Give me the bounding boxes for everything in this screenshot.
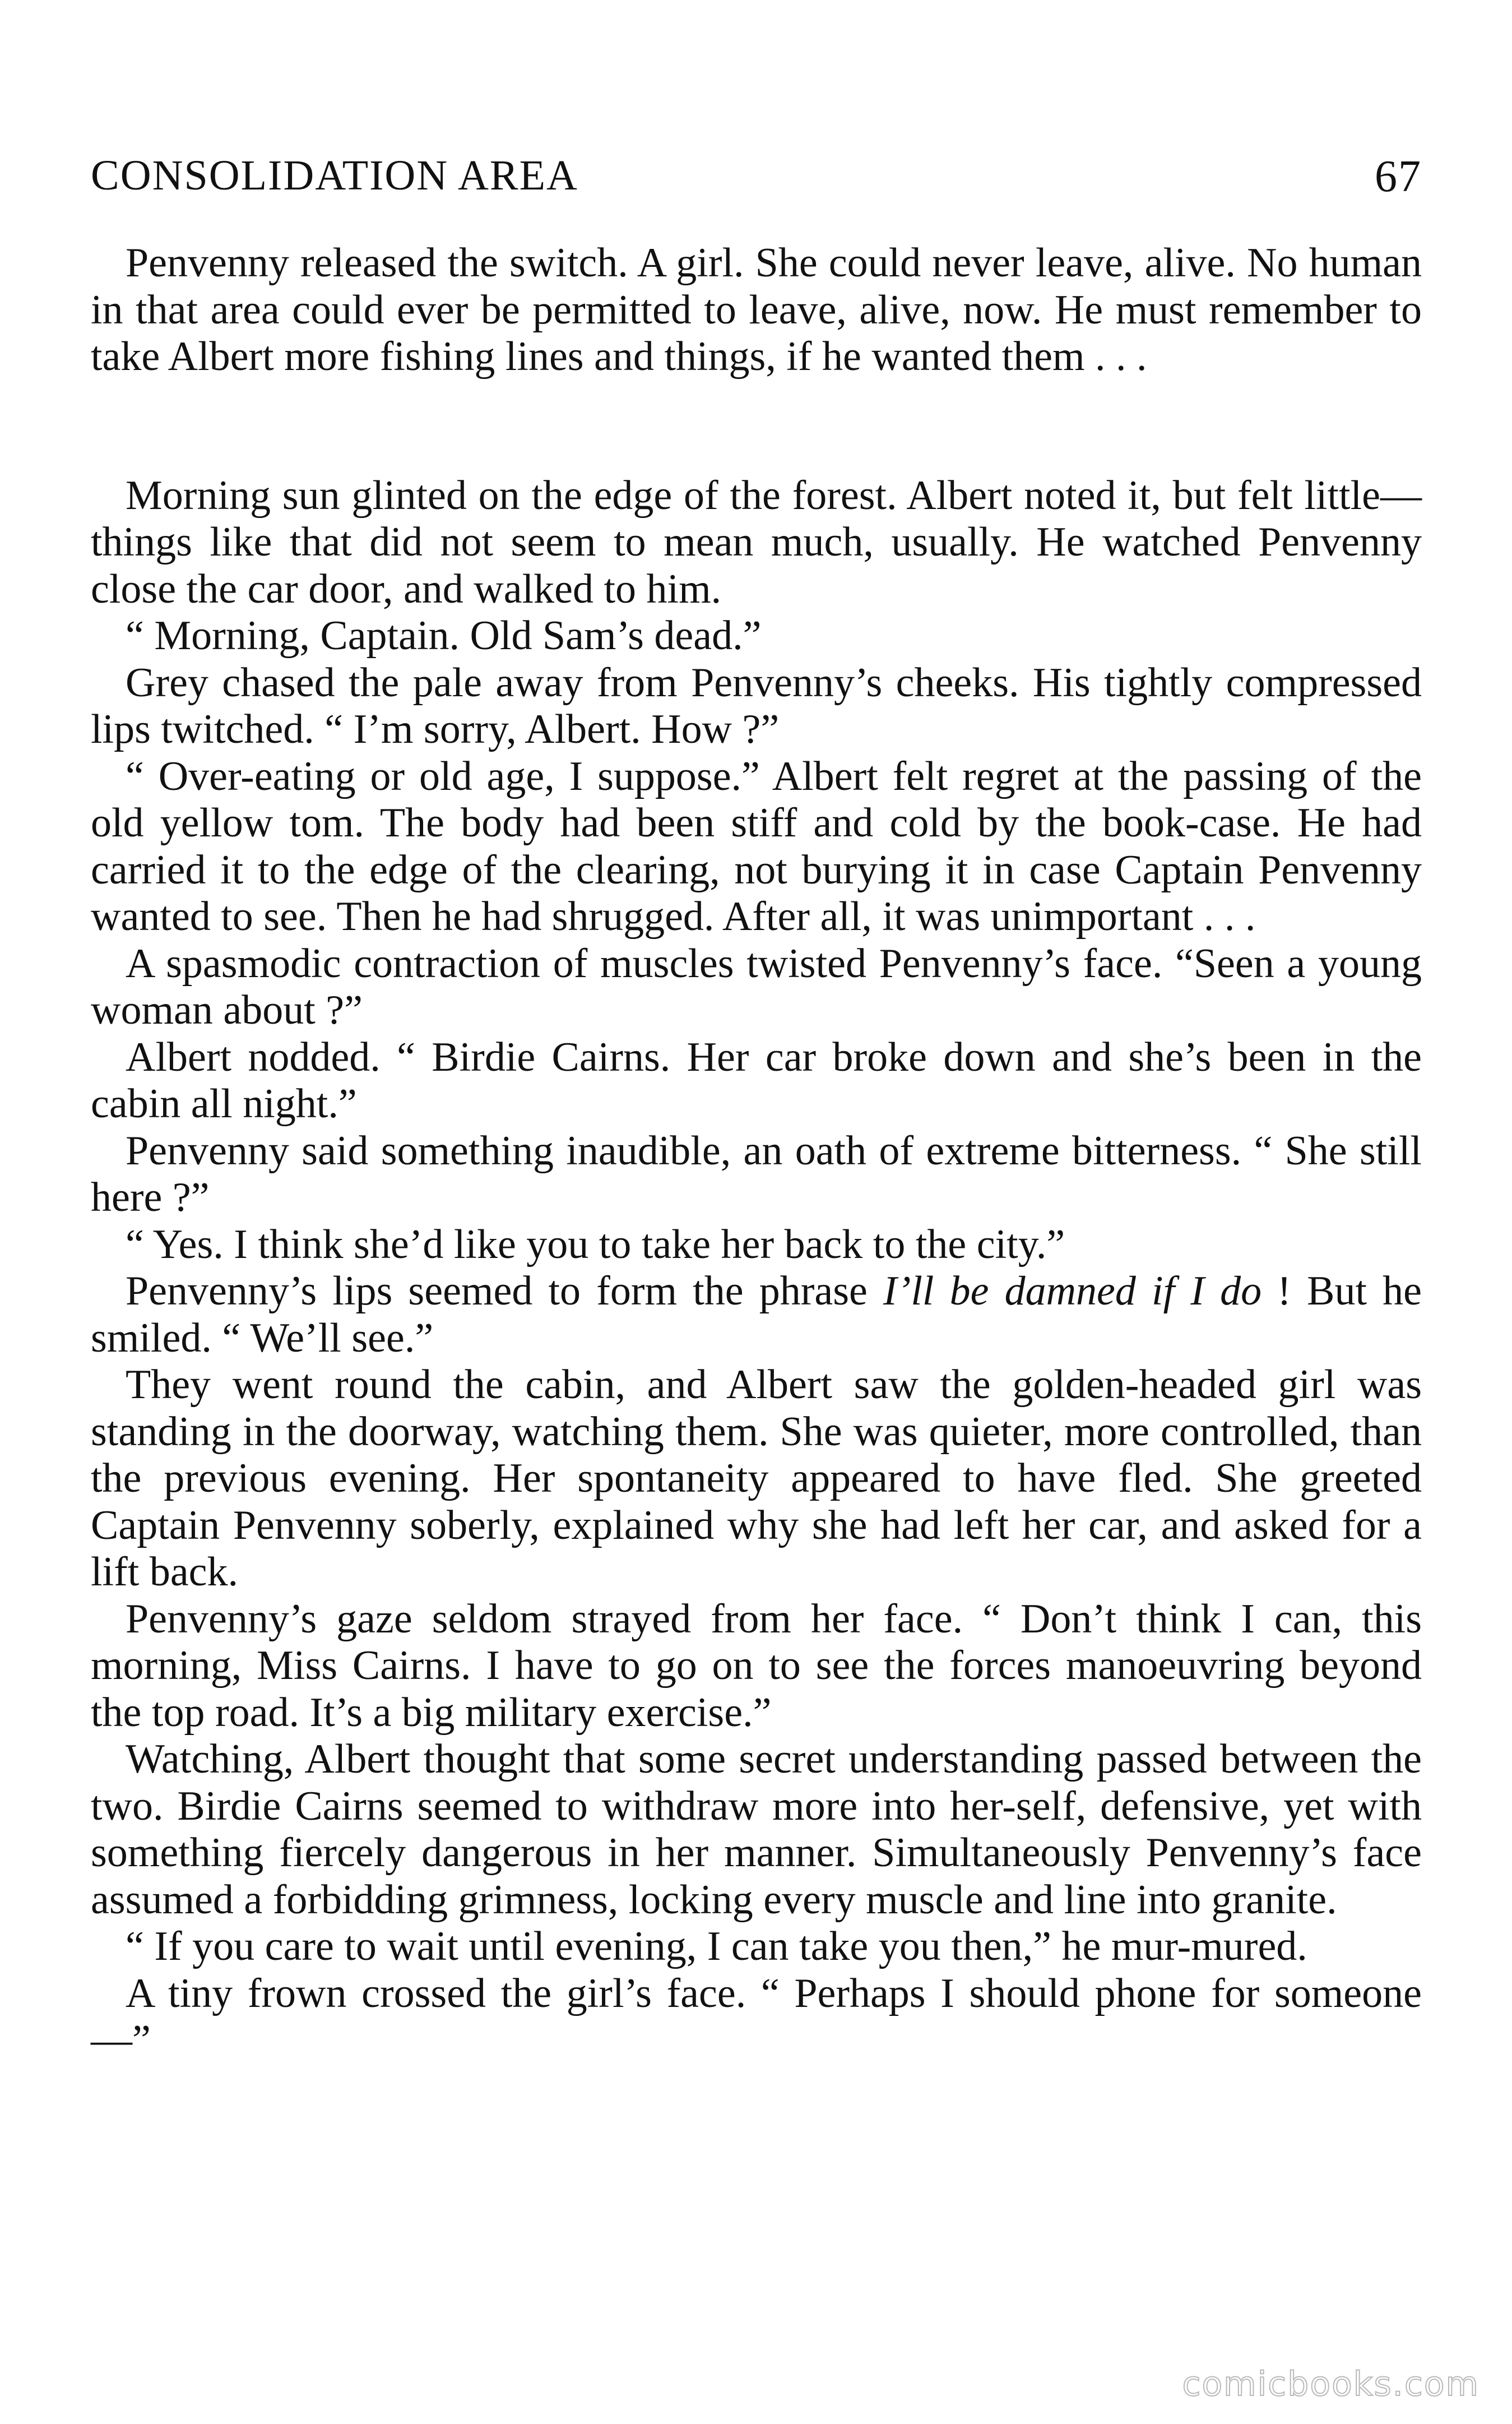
- body-text: [91, 240, 1422, 2064]
- paragraph: “ Yes. I think she’d like you to take her back to the city.”: [126, 1221, 1065, 1267]
- paragraph: Penvenny released the switch. A girl. She could never leave, alive. No human in that area could ever be permitted to leave, alive, now. He must remember to take Albert more fishing lines and things, if he wanted them . . .: [91, 240, 1422, 380]
- paragraph: Albert nodded. “ Birdie Cairns. Her car broke down and she’s been in the cabin all night.”: [91, 1034, 1422, 1127]
- paragraph: Grey chased the pale away from Penvenny’s cheeks. His tightly compressed lips twitched. “ I’m sorry, Albert. How ?”: [91, 659, 1422, 752]
- paragraph: They went round the cabin, and Albert saw the golden-headed girl was standing in the doorway, watching them. She was quieter, more controlled, than the previous evening. Her spontaneity appeared to have fled. She greeted Captain Penvenny soberly, explained why she had left her car, and asked for a lift back.: [91, 1362, 1422, 1595]
- paragraph: “ If you care to wait until evening, I can take you then,” he mur-mured.: [126, 1923, 1307, 1969]
- book-page: [91, 151, 1422, 2064]
- paragraph: Morning sun glinted on the edge of the forest. Albert noted it, but felt little—things like that did not seem to mean much, usually. He watched Penvenny close the car door, and walked to him.: [91, 472, 1422, 612]
- watermark: comicbooks.com: [1182, 2365, 1479, 2404]
- paragraph: “ Morning, Captain. Old Sam’s dead.”: [126, 613, 762, 659]
- italic-phrase: I’ll be damned if I do: [883, 1268, 1262, 1314]
- running-title: CONSOLIDATION AREA: [91, 152, 578, 199]
- section-break: [91, 381, 1422, 473]
- running-head: [91, 151, 1422, 219]
- paragraph: Watching, Albert thought that some secret understanding passed between the two. Birdie Cairns seemed to withdraw more into her-self, defensive, yet with something fiercely dangerous in her manner. Simultaneously Penvenny’s face assumed a forbidding grimness, locking every muscle and line into granite.: [91, 1736, 1422, 1923]
- paragraph: A tiny frown crossed the girl’s face. “ Perhaps I should phone for someone—”: [91, 1970, 1422, 2063]
- paragraph: [91, 1268, 1422, 1362]
- paragraph: A spasmodic contraction of muscles twisted Penvenny’s face. “Seen a young woman about ?”: [91, 940, 1422, 1033]
- paragraph: Penvenny’s gaze seldom strayed from her face. “ Don’t think I can, this morning, Miss Cairns. I have to go on to see the forces manoeuvring beyond the top road. It’s a big military exercise.”: [91, 1595, 1422, 1736]
- paragraph: “ Over-eating or old age, I suppose.” Albert felt regret at the passing of the old yellow tom. The body had been stiff and cold by the book-case. He had carried it to the edge of the clearing, not burying it in case Captain Penvenny wanted to see. Then he had shrugged. After all, it was unimportant . . .: [91, 753, 1422, 940]
- page-number: 67: [1375, 152, 1422, 201]
- paragraph-text: ! But he smiled. “ We’ll see.”: [91, 1268, 1422, 1361]
- paragraph-text: Penvenny’s lips seemed to form the phrase: [126, 1268, 884, 1314]
- paragraph: Penvenny said something inaudible, an oath of extreme bitterness. “ She still here ?”: [91, 1127, 1422, 1220]
